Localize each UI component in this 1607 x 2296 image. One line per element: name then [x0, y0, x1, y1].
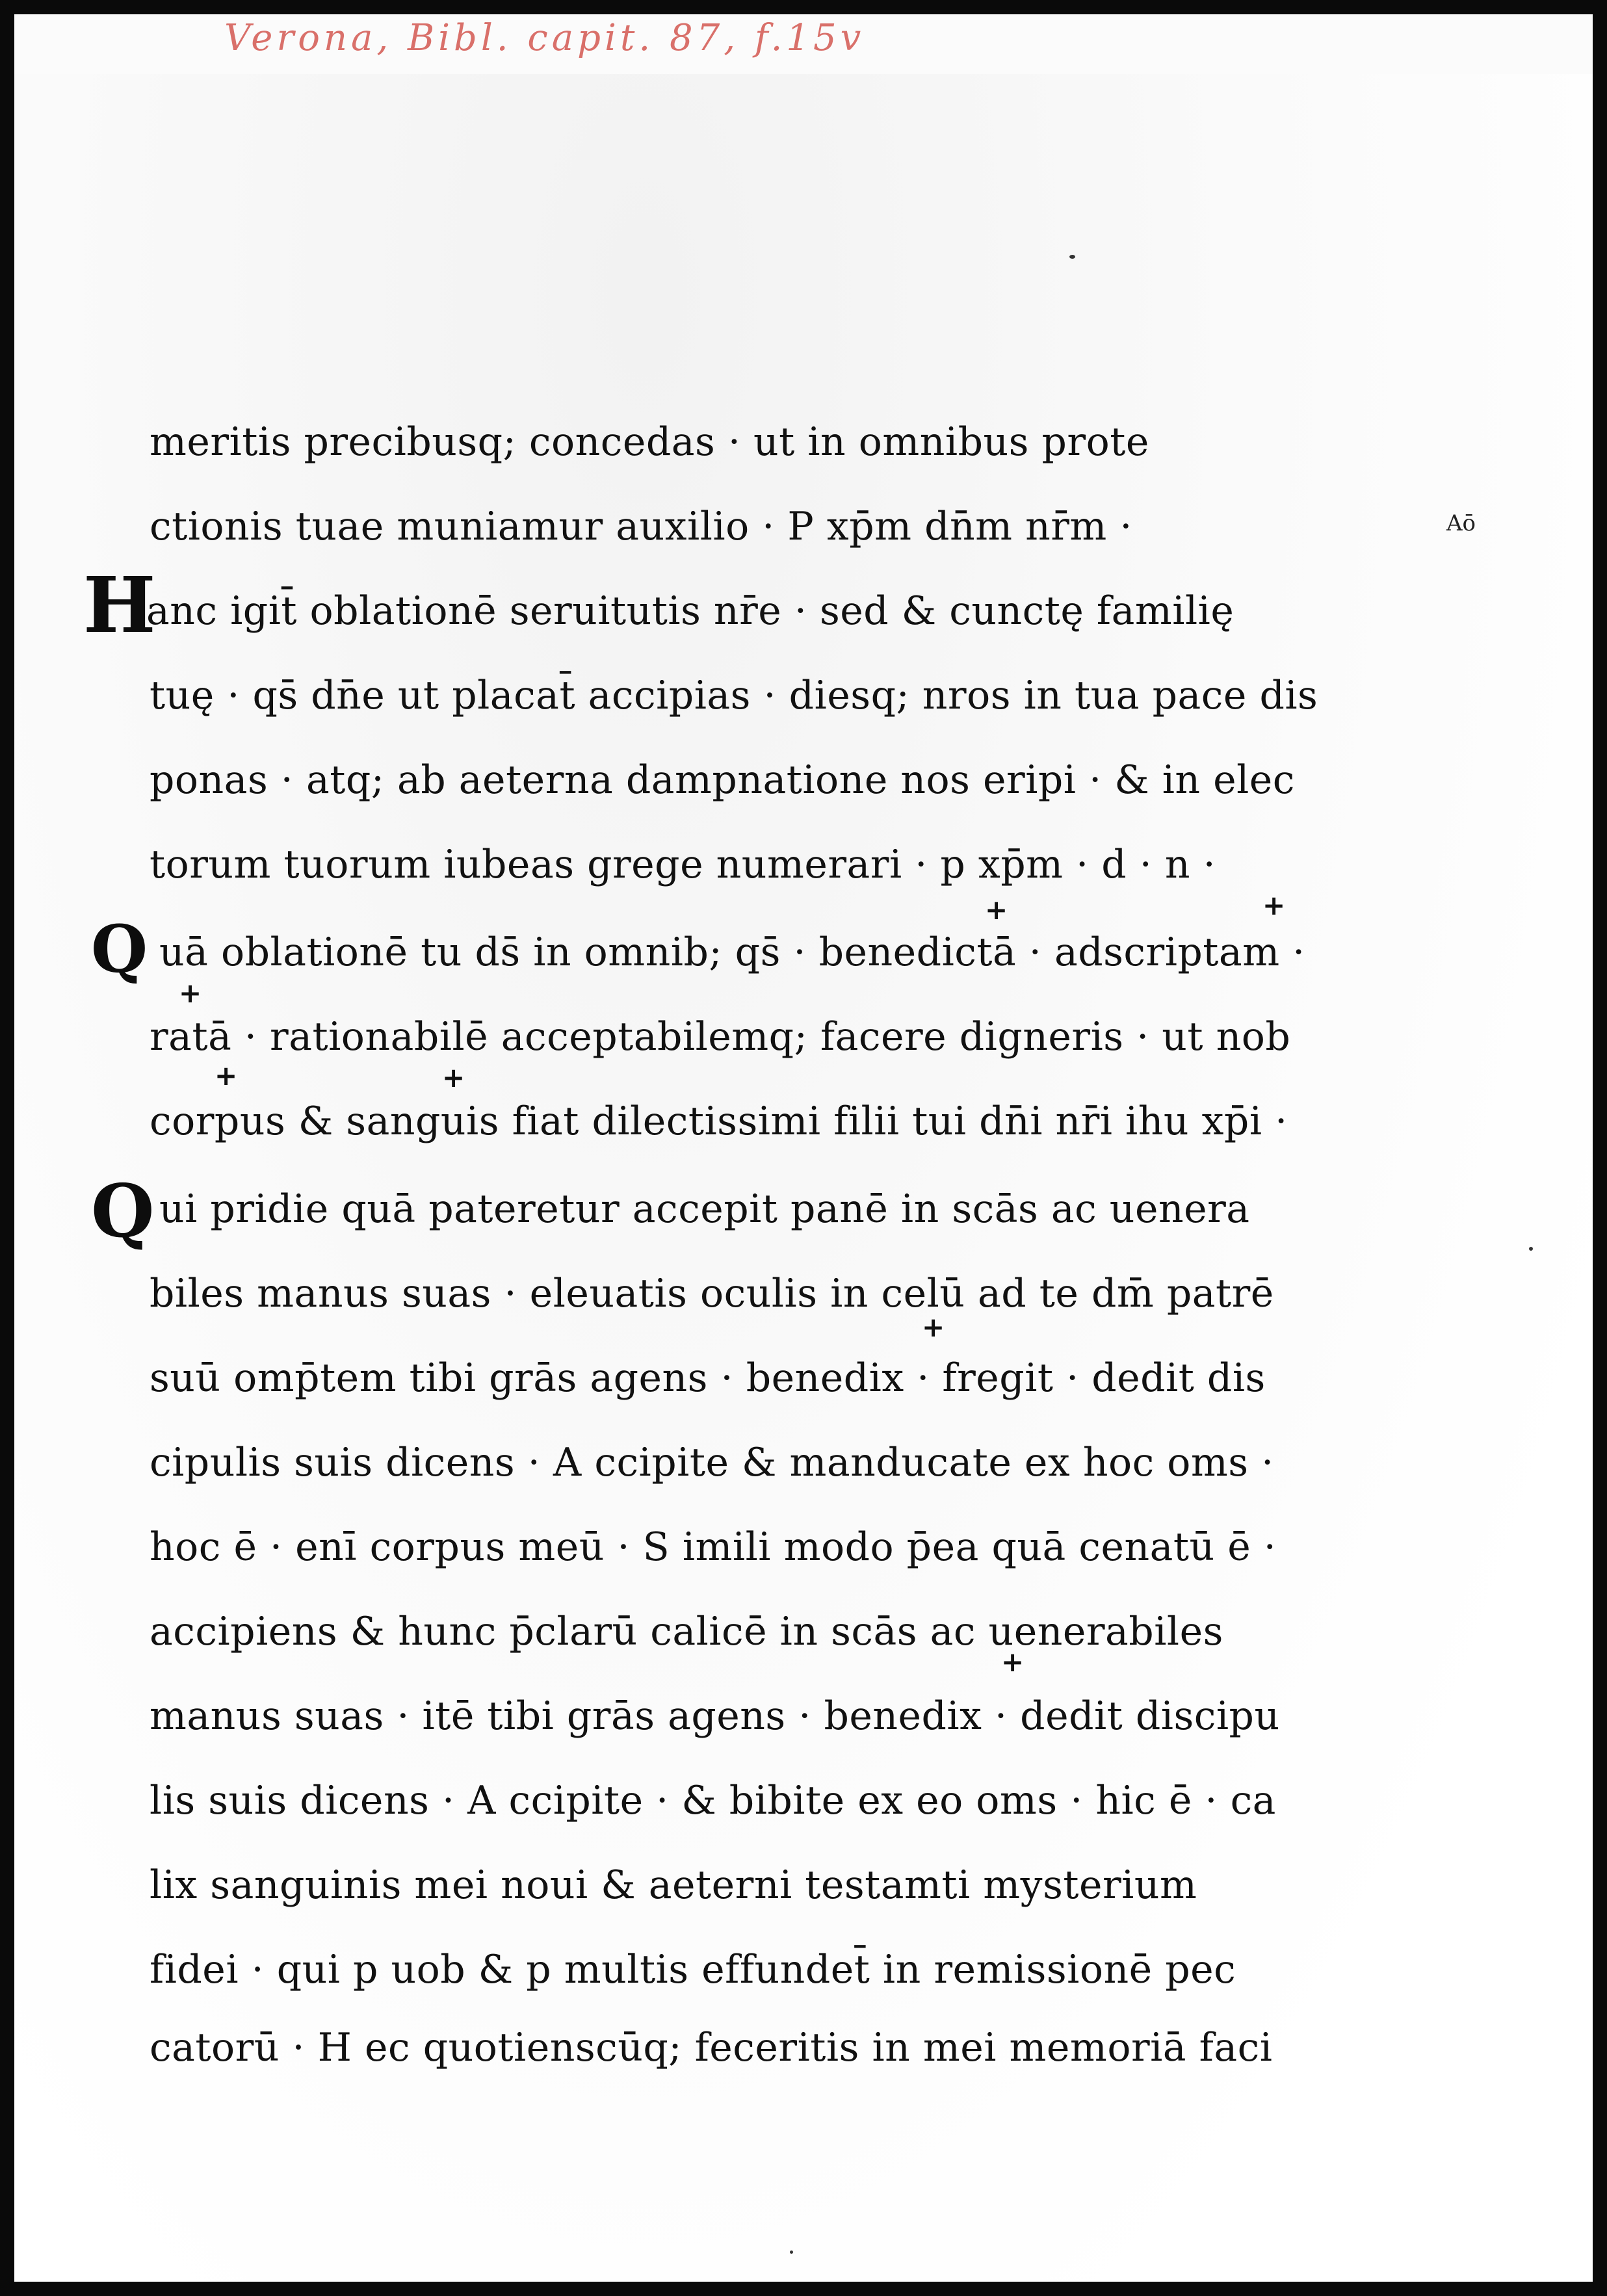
text-line: uā oblationē tu ds̄ in omnib; qs̄ · benedictā · adscriptam · [159, 930, 1305, 975]
text-line: cipulis suis dicens · A ccipite & manducate ex hoc oms · [150, 1440, 1274, 1485]
cross-mark: + [1001, 1646, 1025, 1678]
margin-note: Aō [1446, 510, 1476, 536]
initial-q: Q [91, 1169, 155, 1254]
cross-mark: + [215, 1060, 238, 1091]
ink-speck [1529, 1247, 1533, 1251]
cross-mark: + [985, 894, 1008, 926]
text-line: fidei · qui p uob & p multis effundet̄ in remissionē pec [150, 1947, 1236, 1992]
text-line: ctionis tuae muniamur auxilio · P xp̄m dn̄m nr̄m · [150, 504, 1132, 549]
text-line: ratā · rationabilē acceptabilemq; facere digneris · ut nob [150, 1014, 1291, 1060]
initial-h: H [83, 560, 156, 650]
text-line: biles manus suas · eleuatis oculis in celū ad te dm̄ patrē [150, 1271, 1274, 1316]
cross-mark: + [922, 1311, 945, 1343]
ink-speck [790, 2250, 793, 2254]
folio-annotation: Verona, Bibl. capit. 87, f.15v [224, 17, 865, 59]
text-line: manus suas · itē tibi grās agens · benedix · dedit discipu [150, 1693, 1280, 1739]
text-line: catorū · H ec quotienscūq; feceritis in mei memoriā faci [150, 2025, 1273, 2070]
text-line: ui pridie quā pateretur accepit panē in scās ac uenera [159, 1186, 1250, 1232]
text-line: accipiens & hunc p̄clarū calicē in scās ac uenerabiles [150, 1609, 1223, 1654]
initial-q: Q [91, 911, 148, 987]
text-line: hoc ē · enī corpus meū · S imili modo p̄ea quā cenatū ē · [150, 1524, 1277, 1570]
cross-mark: + [442, 1062, 465, 1093]
cross-mark: + [1262, 889, 1286, 921]
text-line: anc igit̄ oblationē seruitutis nr̄e · sed & cunctę familię [146, 588, 1235, 634]
text-line: corpus & sanguis fiat dilectissimi filii tui dn̄i nr̄i ihu xp̄i · [150, 1099, 1288, 1144]
text-line: torum tuorum iubeas grege numerari · p xp̄m · d · n · [150, 842, 1216, 887]
text-line: tuę · qs̄ dn̄e ut placat̄ accipias · diesq; nros in tua pace dis [150, 673, 1318, 718]
text-line: lix sanguinis mei noui & aeterni testamti mysterium [150, 1862, 1197, 1908]
text-line: lis suis dicens · A ccipite · & bibite ex eo oms · hic ē · ca [150, 1778, 1276, 1823]
text-line: meritis precibusq; concedas · ut in omnibus prote [150, 419, 1149, 465]
text-line: ponas · atq; ab aeterna dampnatione nos eripi · & in elec [150, 757, 1295, 803]
text-line: suū omp̄tem tibi grās agens · benedix · fregit · dedit dis [150, 1355, 1266, 1401]
ink-speck [1069, 255, 1075, 259]
cross-mark: + [179, 977, 202, 1009]
